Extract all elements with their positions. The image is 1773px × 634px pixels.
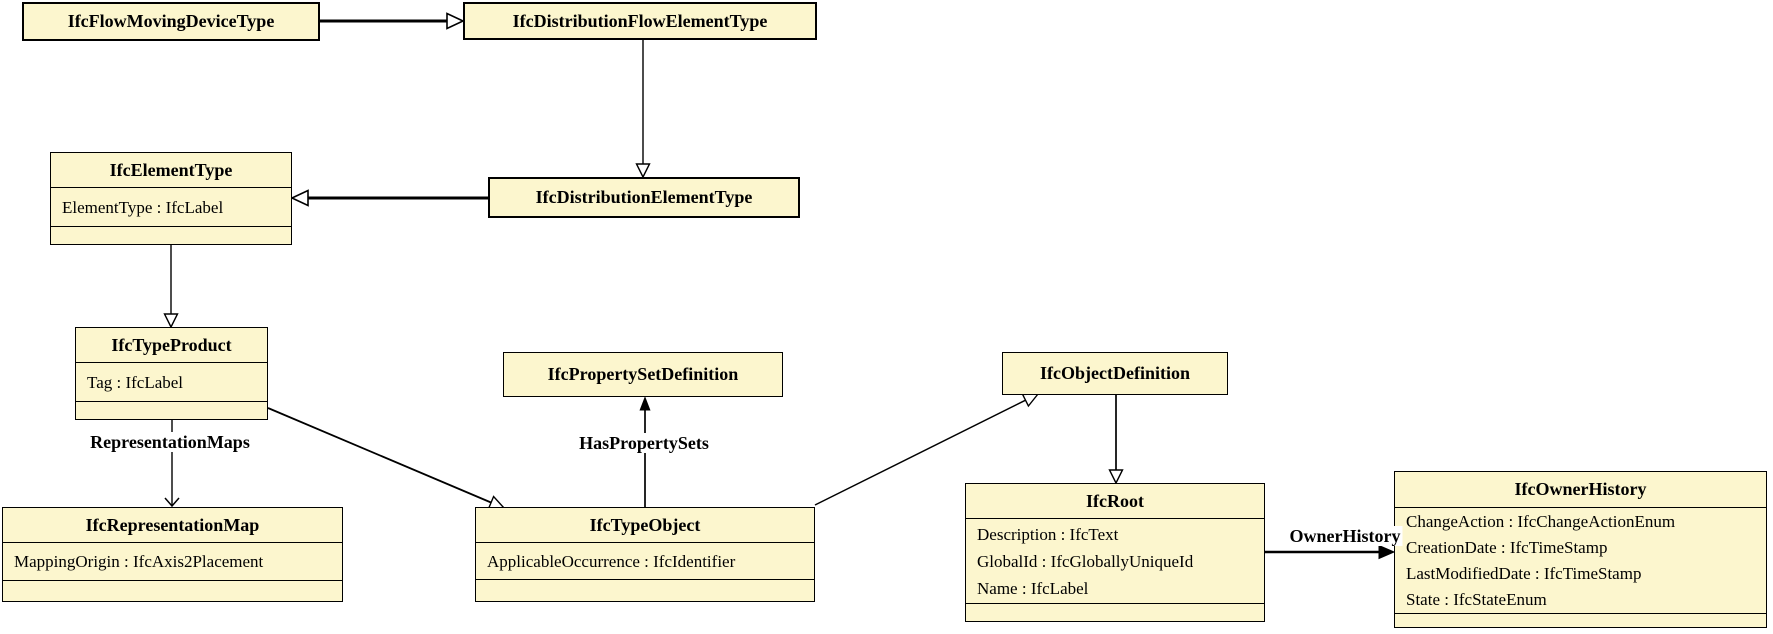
class-name: IfcRoot — [1086, 490, 1144, 511]
edge-generalization-distributionelementtype-elementtype — [292, 191, 488, 206]
class-name: IfcRepresentationMap — [85, 514, 260, 535]
class-box-ifcdistributionelementtype[interactable] — [488, 177, 800, 218]
class-attribute: Name : IfcLabel — [977, 578, 1089, 598]
edge-label-representationmaps: RepresentationMaps — [90, 432, 250, 452]
class-attributes — [966, 518, 1264, 603]
class-name: IfcPropertySetDefinition — [547, 364, 739, 384]
class-attribute: MappingOrigin : IfcAxis2Placement — [14, 552, 264, 571]
class-box-ifcroot[interactable] — [965, 483, 1265, 622]
class-name: IfcDistributionElementType — [535, 187, 753, 207]
class-box-ifctypeproduct[interactable] — [75, 327, 268, 420]
class-name: IfcOwnerHistory — [1514, 479, 1647, 499]
class-box-ifctypeobject[interactable] — [475, 507, 815, 602]
class-box-ifcflowmovingdevicetype[interactable] — [22, 2, 320, 41]
class-name: IfcTypeProduct — [111, 334, 232, 355]
edge-generalization-distributionflowelementtype-distributionelementtype — [637, 40, 650, 177]
edge-generalization-flowmovingdevicetype-distributionflowelementtype — [320, 14, 463, 29]
class-attributes — [76, 362, 267, 401]
class-name: IfcObjectDefinition — [1040, 363, 1190, 383]
class-box-ifcobjectdefinition[interactable] — [1002, 352, 1228, 395]
class-operations-compartment — [3, 580, 342, 601]
class-operations-compartment — [76, 401, 267, 419]
class-attributes — [476, 542, 814, 579]
edge-label-ownerhistory: OwnerHistory — [1289, 526, 1401, 546]
edge-association-ownerhistory — [1265, 546, 1394, 559]
edge-label-haspropertysets: HasPropertySets — [579, 433, 709, 453]
class-attribute: State : IfcStateEnum — [1406, 589, 1547, 609]
edge-generalization-elementtype-typeproduct — [165, 245, 178, 327]
class-name: IfcDistributionFlowElementType — [512, 10, 768, 31]
class-operations-compartment — [476, 579, 814, 601]
class-name: IfcElementType — [109, 159, 233, 180]
class-attribute: Description : IfcText — [977, 524, 1119, 544]
class-box-ifcelementtype[interactable] — [50, 152, 292, 245]
class-attributes — [51, 187, 291, 226]
class-attribute: LastModifiedDate : IfcTimeStamp — [1406, 563, 1642, 583]
edge-generalization-typeproduct-typeobject — [268, 408, 504, 509]
class-box-ifcdistributionflowelementtype[interactable] — [463, 2, 817, 40]
class-box-ifcrepresentationmap[interactable] — [2, 507, 343, 602]
class-name: IfcFlowMovingDeviceType — [67, 11, 275, 31]
class-operations-compartment — [1395, 613, 1766, 627]
class-attribute: ChangeAction : IfcChangeActionEnum — [1406, 511, 1676, 531]
class-box-ifcownerhistory[interactable] — [1394, 471, 1767, 628]
class-operations-compartment — [966, 603, 1264, 621]
class-attribute: GlobalId : IfcGloballyUniqueId — [977, 551, 1194, 571]
class-attribute: CreationDate : IfcTimeStamp — [1406, 537, 1608, 557]
class-attributes — [1395, 507, 1766, 613]
class-name: IfcTypeObject — [589, 514, 701, 535]
class-attribute: ElementType : IfcLabel — [62, 197, 224, 217]
class-attributes — [3, 542, 342, 580]
class-operations-compartment — [51, 226, 291, 244]
edge-generalization-objectdefinition-root — [1110, 395, 1123, 483]
class-box-ifcpropertysetdefinition[interactable] — [503, 352, 783, 397]
class-attribute: Tag : IfcLabel — [87, 372, 184, 392]
class-attribute: ApplicableOccurrence : IfcIdentifier — [487, 551, 736, 571]
